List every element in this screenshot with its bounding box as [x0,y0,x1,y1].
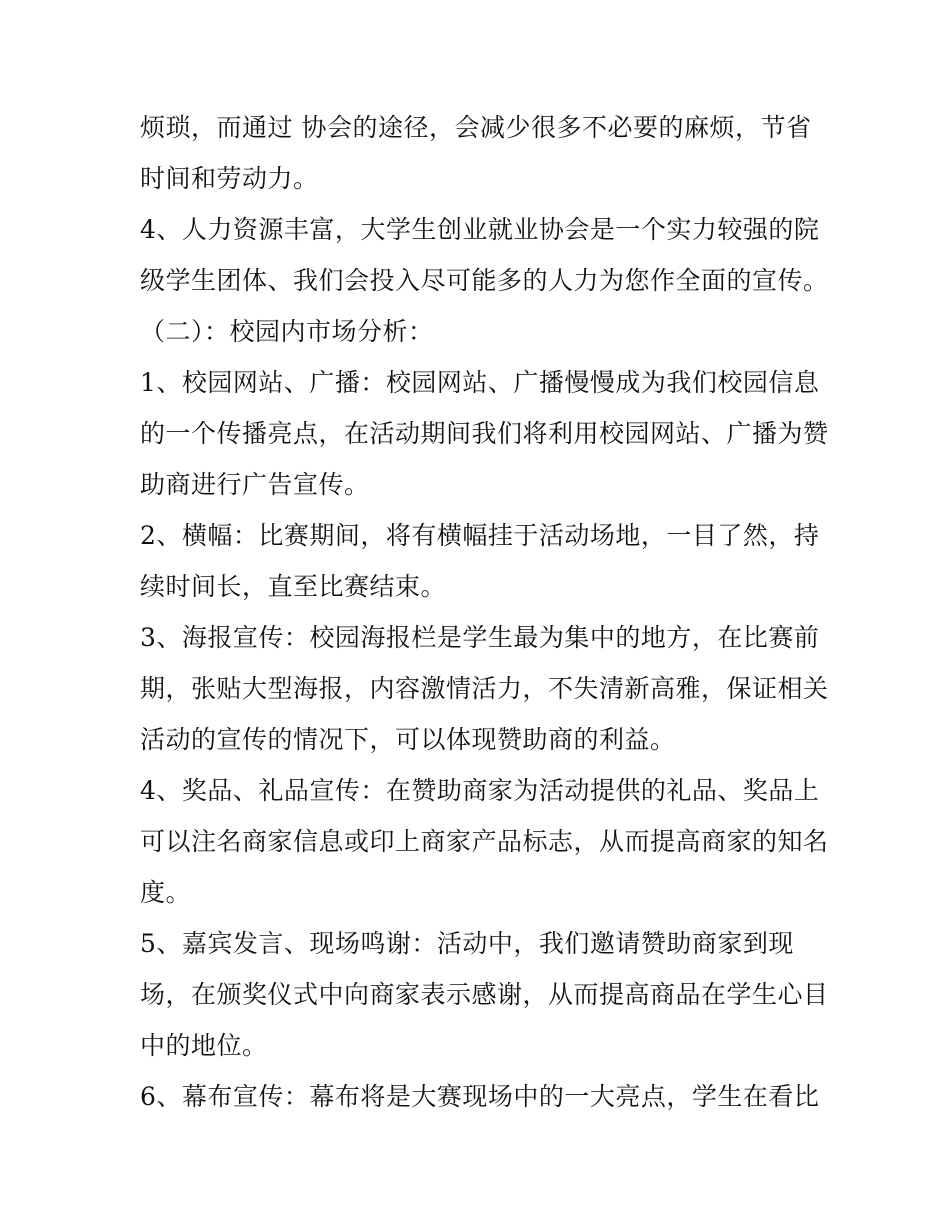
text-line: 5、嘉宾发言、现场鸣谢：活动中，我们邀请赞助商家到现 [140,929,794,958]
text-line: 6、幕布宣传：幕布将是大赛现场中的一大亮点，学生在看比 [140,1082,820,1111]
section-heading: （二）：校园内市场分析： [140,317,434,346]
text-line: 1、校园网站、广播：校园网站、广播慢慢成为我们校园信息 [140,368,820,397]
text-line: 2、横幅：比赛期间，将有横幅挂于活动场地，一目了然，持 [140,521,820,550]
text-line: 级学生团体、我们会投入尽可能多的人力为您作全面的宣传。 [140,266,829,295]
text-line: 助商进行广告宣传。 [140,470,370,499]
text-line: 烦琐，而通过 协会的途径，会减少很多不必要的麻烦，节省 [140,113,812,142]
text-line: 续时间长，直至比赛结束。 [140,572,447,601]
text-line: 活动的宣传的情况下，可以体现赞助商的利益。 [140,725,676,754]
text-line: 度。 [140,878,192,907]
text-line: 可以注名商家信息或印上商家产品标志，从而提高商家的知名 [140,827,829,856]
text-line: 时间和劳动力。 [140,164,319,193]
text-line: 中的地位。 [140,1031,268,1060]
text-line: 4、人力资源丰富，大学生创业就业协会是一个实力较强的院 [140,215,820,244]
text-line: 3、海报宣传：校园海报栏是学生最为集中的地方，在比赛前 [140,623,820,652]
text-line: 4、奖品、礼品宣传：在赞助商家为活动提供的礼品、奖品上 [140,776,820,805]
text-line: 期，张贴大型海报，内容激情活力，不失清新高雅，保证相关 [140,674,829,703]
text-line: 的一个传播亮点，在活动期间我们将利用校园网站、广播为赞 [140,419,829,448]
text-line: 场，在颁奖仪式中向商家表示感谢，从而提高商品在学生心目 [140,980,829,1009]
